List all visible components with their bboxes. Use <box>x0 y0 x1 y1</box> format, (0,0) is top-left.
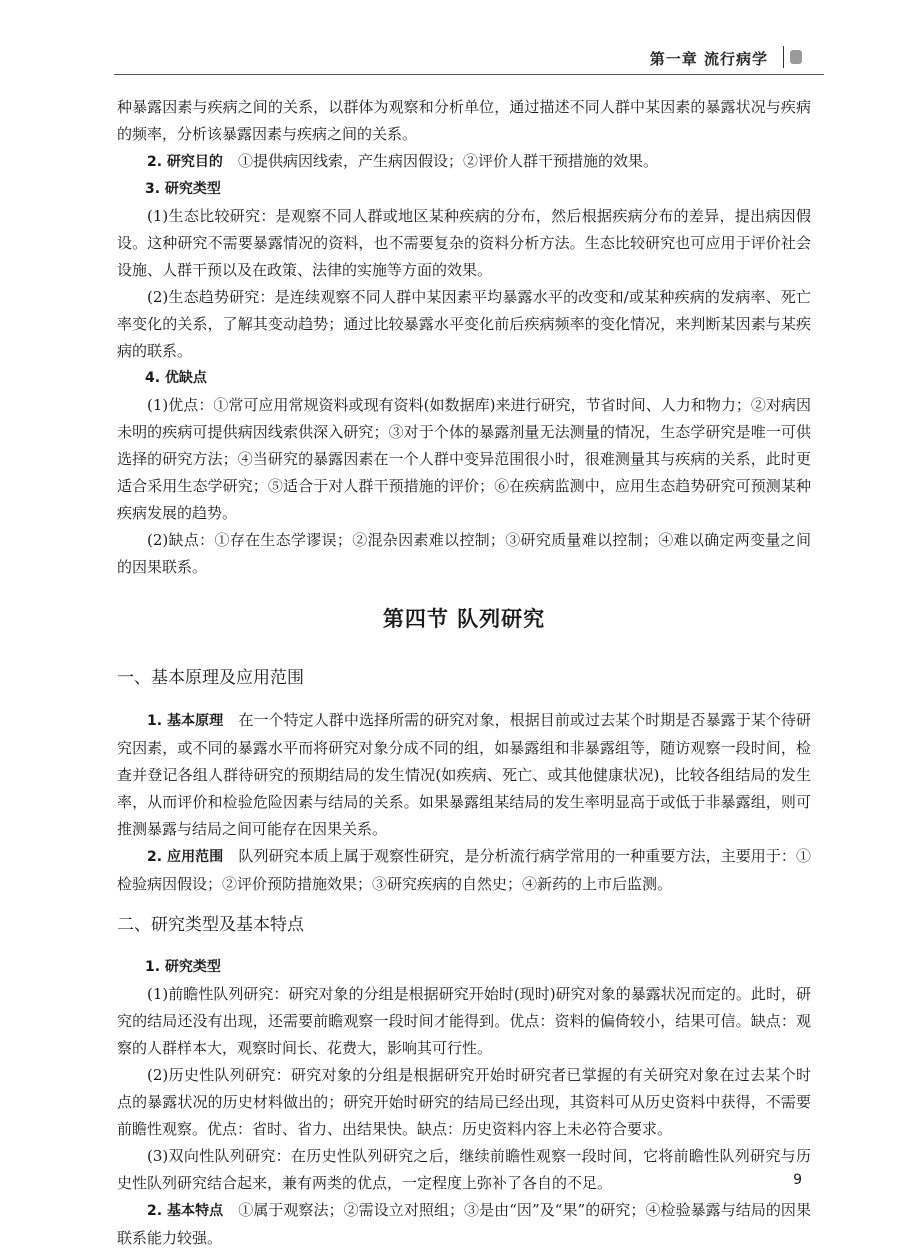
paragraph: 种暴露因素与疾病之间的关系，以群体为观察和分析单位，通过描述不同人群中某因素的暴露状况与疾病的频率，分析该暴露因素与疾病之间的关系。 <box>117 98 811 143</box>
subheading: 4. 优缺点 <box>145 370 207 386</box>
paragraph-lead: 2. 应用范围 <box>147 849 224 865</box>
paragraph-text: ①属于观察法；②需设立对照组；③是由“因”及“果”的研究；④检验暴露与结局的因果联系能力较强。 <box>117 1201 811 1247</box>
paragraph: (2)生态趋势研究：是连续观察不同人群中某因素平均暴露水平的改变和/或某种疾病的发病率、死亡率变化的关系，了解其变动趋势；通过比较暴露水平变化前后疾病频率的变化情况，来判断某因素与某疾病的联系。 <box>117 288 811 360</box>
paragraph: (1)前瞻性队列研究：研究对象的分组是根据研究开始时(现时)研究对象的暴露状况而定的。此时，研究的结局还没有出现，还需要前瞻观察一段时间才能得到。优点：资料的偏倚较小，结果可信。缺点：观察的人群样本大，观察时间长、花费大，影响其可行性。 <box>117 985 811 1057</box>
paragraph-lead: 2. 研究目的 <box>147 154 223 170</box>
paragraph: (1)优点：①常可应用常规资料或现有资料(如数据库)来进行研究，节省时间、人力和物力；②对病因未明的疾病可提供病因线索供深入研究；③对于个体的暴露剂量无法测量的情况，生态学研究是唯一可供选择的研究方法；④当研究的暴露因素在一个人群中变异范围很小时，很难测量其与疾病的关系，此时更适合采用生态学研究；⑤适合于对人群干预措施的评价；⑥在疾病监测中，应用生态趋势研究可预测某种疾病发展的趋势。 <box>117 396 811 522</box>
page-number: 9 <box>793 1172 802 1188</box>
paragraph <box>117 148 811 176</box>
paragraph <box>117 843 811 898</box>
paragraph-text: 在一个特定人群中选择所需的研究对象，根据目前或过去某个时期是否暴露于某个待研究因素，或不同的暴露水平而将研究对象分成不同的组，如暴露组和非暴露组等，随访观察一段时间，检查并登记各组人群待研究的预期结局的发生情况(如疾病、死亡、或其他健康状况)，比较各组结局的发生率，从而评价和检验危险因素与结局的关系。如果暴露组某结局的发生率明显高于或低于非暴露组，则可推测暴露与结局之间可能存在因果关系。 <box>117 711 811 838</box>
heading-2: 二、研究类型及基本特点 <box>117 915 304 935</box>
running-header <box>114 44 824 75</box>
paragraph-text: 队列研究本质上属于观察性研究，是分析流行病学常用的一种重要方法，主要用于：①检验病因假设；②评价预防措施效果；③研究疾病的自然史；④新药的上市后监测。 <box>117 847 811 893</box>
heading-2: 一、基本原理及应用范围 <box>117 668 304 688</box>
paragraph-lead: 2. 基本特点 <box>147 1203 224 1219</box>
page-body <box>117 94 811 1252</box>
paragraph-text: ①提供病因线索，产生病因假设；②评价人群干预措施的效果。 <box>237 152 658 170</box>
paragraph <box>117 707 811 843</box>
paragraph-lead: 1. 基本原理 <box>147 713 224 729</box>
paragraph <box>117 1197 811 1252</box>
paragraph: (2)缺点：①存在生态学谬误；②混杂因素难以控制；③研究质量难以控制；④难以确定两变量之间的因果联系。 <box>117 531 811 576</box>
running-title: 第一章 流行病学 <box>649 50 768 68</box>
paragraph: (3)双向性队列研究：在历史性队列研究之后，继续前瞻性观察一段时间，它将前瞻性队列研究与历史性队列研究结合起来，兼有两类的优点，一定程度上弥补了各自的不足。 <box>117 1147 811 1192</box>
paragraph: (1)生态比较研究：是观察不同人群或地区某种疾病的分布，然后根据疾病分布的差异，提出病因假设。这种研究不需要暴露情况的资料，也不需要复杂的资料分析方法。生态比较研究也可应用于评价社会设施、人群干预以及在政策、法律的实施等方面的效果。 <box>117 207 811 279</box>
chapter-tab-icon <box>790 50 802 64</box>
subheading: 3. 研究类型 <box>145 181 221 197</box>
paragraph: (2)历史性队列研究：研究对象的分组是根据研究开始时研究者已掌握的有关研究对象在过去某个时点的暴露状况的历史材料做出的；研究开始时研究的结局已经出现，其资料可从历史资料中获得，不需要前瞻性观察。优点：省时、省力、出结果快。缺点：历史资料内容上未必符合要求。 <box>117 1066 811 1138</box>
header-divider <box>783 46 784 68</box>
section-title: 第四节 队列研究 <box>382 606 546 631</box>
subheading: 1. 研究类型 <box>145 959 221 975</box>
